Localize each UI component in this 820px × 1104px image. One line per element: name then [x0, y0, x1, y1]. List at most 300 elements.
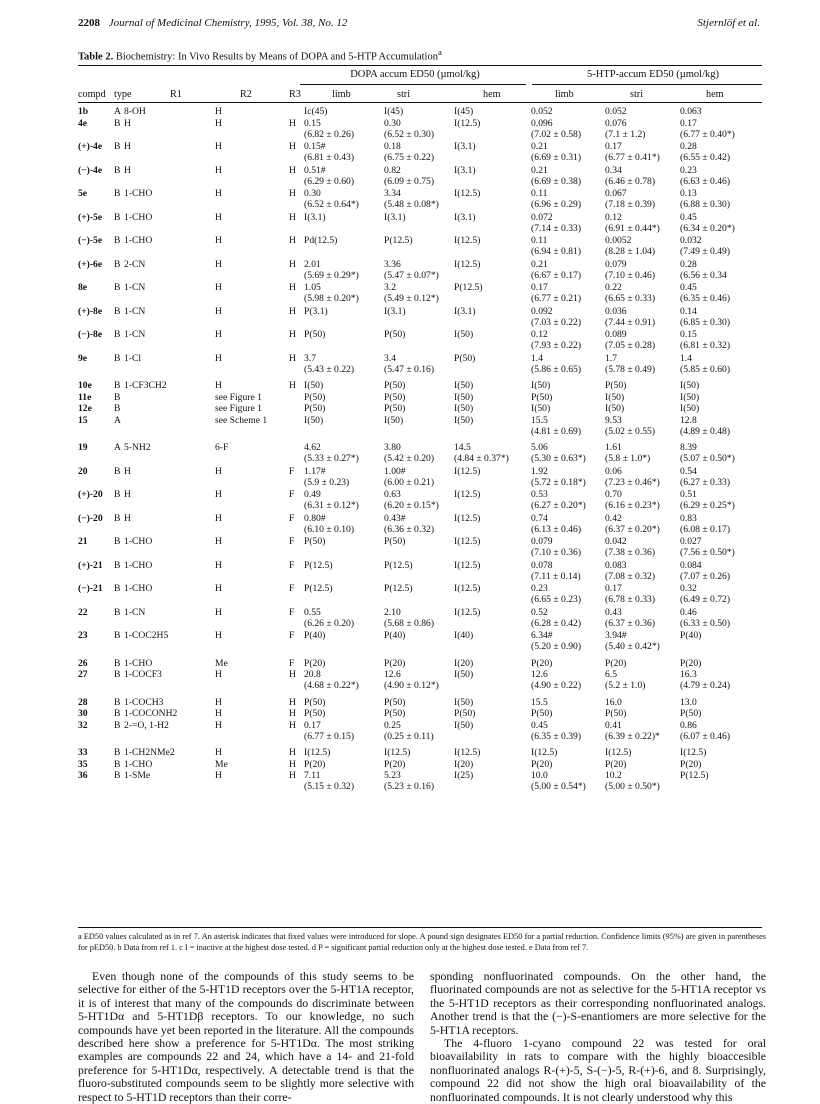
cell-d-hem: I(12.5) [454, 536, 481, 547]
table-row [0, 719, 820, 742]
body-paragraph: Even though none of the compounds of this study seems to be selective for either of the 5-HT1D receptors over the 5-HT1A receptor, it is of interest that many of the compounds do discriminate between 5-HT1Dα and 5-HT1Dβ receptors. To our knowledge, no such compounds have yet been reported in the literature. All the compounds described here show a preference for 5-HT1Dα. The most striking examples are compounds 22 and 24, which have a 14- and 21-fold preference for 5-HT1Dα, respectively. A detectable trend is that the fluoro-substituted compounds seem to be slightly more selective with respect to 5-HT1D receptors than their corre- [78, 969, 414, 1104]
cell-type: B [114, 758, 121, 770]
cell-confidence-h-hem: (6.27 ± 0.33) [680, 476, 731, 488]
cell-confidence-h-stri: (5.00 ± 0.50*) [605, 781, 660, 792]
cell-d-limb: 4.62 [304, 442, 321, 453]
cell-d-stri: P(12.5) [384, 559, 413, 571]
cell-d-hem: I(12.5) [454, 559, 481, 571]
cell-d-limb: 2.01 [304, 258, 321, 270]
cell-type: B [114, 708, 121, 719]
cell-confidence-h-hem: (5.07 ± 0.50*) [680, 453, 735, 464]
cell-h-hem: I(50) [680, 391, 700, 403]
cell-h-hem: 0.83 [680, 512, 697, 524]
cell-d-hem: I(12.5) [454, 606, 481, 618]
cell-d-stri: P(50) [384, 380, 406, 391]
cell-h-stri: 0.70 [605, 489, 622, 500]
table-row [0, 442, 820, 464]
cell-d-limb: I(50) [304, 414, 324, 426]
cell-r3: H [289, 770, 296, 781]
cell-d-hem: I(12.5) [454, 512, 481, 524]
cell-h-stri: P(20) [605, 657, 627, 669]
cell-r2: H [215, 669, 222, 680]
cell-r1: 1-COC2H5 [124, 630, 169, 641]
cell-confidence-h-stri: (8.28 ± 1.04) [605, 246, 656, 257]
cell-confidence-h-stri: (7.10 ± 0.46) [605, 269, 656, 281]
cell-h-stri: 0.083 [605, 559, 627, 571]
cell-h-limb: 0.53 [531, 489, 548, 500]
cell-r2: H [215, 630, 222, 641]
table-row [0, 583, 820, 605]
cell-type: B [114, 329, 121, 340]
cell-d-limb: P(50) [304, 391, 326, 403]
cell-r3: H [289, 352, 296, 364]
cell-r2: H [215, 747, 222, 758]
cell-r3: H [289, 758, 296, 770]
table-bottom-rule [78, 927, 762, 928]
cell-d-limb: 0.51# [304, 164, 326, 176]
cell-d-hem: 14.5 [454, 442, 471, 453]
cell-compd: 19 [78, 442, 88, 453]
col-header-htp-stri: stri [630, 89, 644, 100]
cell-d-stri: P(20) [384, 657, 406, 669]
cell-type: B [114, 141, 121, 152]
table-row [0, 489, 820, 511]
cell-d-stri: 1.00# [384, 465, 406, 477]
cell-r2: H [215, 708, 222, 719]
cell-h-limb: 0.11 [531, 188, 548, 199]
cell-compd: 30 [78, 708, 88, 719]
cell-r2: Me [215, 657, 228, 669]
cell-h-stri: 0.22 [605, 282, 622, 293]
cell-compd: 21 [78, 536, 88, 547]
cell-r1: 8-OH [124, 106, 146, 117]
cell-r2: H [215, 770, 222, 781]
cell-d-hem: I(50) [454, 329, 474, 340]
cell-r1: 1-CHO [124, 583, 153, 594]
cell-type: B [114, 211, 121, 223]
cell-confidence-d-limb: (6.82 ± 0.26) [304, 128, 355, 140]
cell-h-stri: P(50) [605, 380, 627, 391]
cell-type: B [114, 235, 121, 246]
cell-type: B [114, 657, 121, 669]
cell-h-stri: 10.2 [605, 770, 622, 781]
htp-group-header: 5-HTP-accum ED50 (µmol/kg) [586, 69, 720, 80]
cell-confidence-d-stri: (6.75 ± 0.22) [384, 152, 435, 163]
cell-d-hem: I(45) [454, 106, 474, 117]
cell-confidence-h-stri: (6.46 ± 0.78) [605, 175, 656, 187]
col-header-r3: R3 [289, 89, 301, 100]
cell-d-stri: 0.30 [384, 117, 401, 129]
cell-r3: H [289, 164, 296, 176]
table-row [0, 282, 820, 304]
cell-confidence-d-stri: (6.09 ± 0.75) [384, 175, 435, 187]
cell-type: B [114, 696, 121, 708]
cell-type: B [114, 719, 121, 731]
cell-h-limb: 0.74 [531, 512, 548, 524]
cell-type: B [114, 164, 121, 176]
cell-r1: H [124, 117, 131, 129]
cell-r3: H [289, 282, 296, 293]
cell-h-hem: 0.28 [680, 141, 697, 152]
cell-h-limb: P(50) [531, 391, 553, 403]
cell-r2: H [215, 211, 222, 223]
cell-r1: 1-CF3CH2 [124, 380, 167, 391]
cell-r3: H [289, 747, 296, 758]
cell-d-hem: I(25) [454, 770, 474, 781]
cell-r2: H [215, 235, 222, 246]
cell-r2: H [215, 536, 222, 547]
col-header-r2: R2 [240, 89, 252, 100]
cell-h-stri: 0.076 [605, 117, 627, 129]
cell-h-stri: 0.12 [605, 211, 622, 223]
cell-h-limb: 12.6 [531, 669, 548, 680]
cell-r2: H [215, 719, 222, 731]
cell-r1: H [124, 465, 131, 477]
cell-h-hem: 0.46 [680, 606, 697, 618]
cell-r2: H [215, 282, 222, 293]
cell-h-stri: 0.17 [605, 583, 622, 594]
cell-d-stri: 0.43# [384, 512, 406, 524]
cell-confidence-h-hem: (7.49 ± 0.49) [680, 246, 731, 257]
cell-compd: 20 [78, 465, 88, 477]
cell-r1: 1-CN [124, 305, 146, 317]
cell-d-stri: 0.82 [384, 164, 401, 176]
cell-confidence-d-limb: (4.68 ± 0.22*) [304, 680, 359, 691]
cell-h-stri: I(50) [605, 403, 625, 414]
cell-h-limb: 1.4 [531, 352, 543, 364]
cell-r2: H [215, 465, 222, 477]
cell-confidence-h-hem: (6.35 ± 0.46) [680, 293, 731, 304]
cell-d-limb: 1.17# [304, 465, 326, 477]
cell-r3: F [289, 657, 295, 669]
cell-d-limb: 0.15 [304, 117, 321, 129]
cell-type: B [114, 606, 121, 618]
body-paragraph: sponding nonfluorinated compounds. On the other hand, the fluorinated compounds are not as selective for the 5-HT1A receptor vs the 5-HT1D receptors as their corresponding nonfluorinated analogs. Another trend is that the (−)-S-enantiomers are more selective for the 5-HT1A receptors. [430, 969, 766, 1037]
cell-confidence-h-hem: (4.79 ± 0.24) [680, 680, 731, 691]
cell-compd: (+)-5e [78, 211, 103, 223]
cell-compd: 15 [78, 414, 88, 426]
cell-compd: (+)-20 [78, 489, 103, 500]
table-row [0, 630, 820, 652]
cell-h-stri: 0.042 [605, 536, 627, 547]
cell-confidence-h-stri: (5.78 ± 0.49) [605, 363, 656, 375]
cell-confidence-h-limb: (6.35 ± 0.39) [531, 730, 582, 742]
cell-confidence-h-stri: (6.37 ± 0.20*) [605, 523, 660, 535]
cell-confidence-h-hem: (6.88 ± 0.30) [680, 199, 731, 210]
cell-h-hem: 0.45 [680, 211, 697, 223]
cell-confidence-h-limb: (7.93 ± 0.22) [531, 340, 582, 351]
cell-h-stri: 0.41 [605, 719, 622, 731]
cell-compd: 1b [78, 106, 89, 117]
cell-r2: H [215, 164, 222, 176]
cell-d-limb: 7.11 [304, 770, 321, 781]
cell-r2: H [215, 352, 222, 364]
cell-confidence-d-limb: (5.69 ± 0.29*) [304, 269, 359, 281]
cell-confidence-h-stri: (6.39 ± 0.22)* [605, 730, 660, 742]
cell-d-stri: P(40) [384, 630, 406, 641]
cell-h-stri: 0.43 [605, 606, 622, 618]
cell-h-hem: 0.084 [680, 559, 702, 571]
cell-confidence-d-limb: (6.77 ± 0.15) [304, 730, 355, 742]
cell-r1: 1-CHO [124, 211, 153, 223]
cell-r2: H [215, 512, 222, 524]
table-row [0, 465, 820, 488]
col-header-dopa-limb: limb [332, 89, 351, 100]
cell-r2: H [215, 188, 222, 199]
cell-d-hem: I(50) [454, 669, 474, 680]
cell-d-limb: 0.80# [304, 512, 326, 524]
cell-r2: Me [215, 758, 228, 770]
cell-confidence-h-hem: (6.08 ± 0.17) [680, 523, 731, 535]
cell-d-hem: I(50) [454, 380, 474, 391]
cell-h-limb: 0.21 [531, 164, 548, 176]
cell-d-stri: I(3.1) [384, 211, 406, 223]
cell-h-stri: P(50) [605, 708, 627, 719]
cell-d-stri: 3.36 [384, 258, 401, 270]
cell-compd: 36 [78, 770, 88, 781]
col-header-dopa-stri: stri [397, 89, 411, 100]
cell-h-stri: 0.036 [605, 305, 627, 317]
cell-compd: (+)-8e [78, 305, 103, 317]
cell-h-limb: P(50) [531, 708, 553, 719]
cell-type: A [114, 442, 121, 453]
cell-h-hem: 0.23 [680, 164, 697, 176]
cell-r1: H [124, 512, 131, 524]
cell-r3: F [289, 489, 295, 500]
cell-h-hem: 0.15 [680, 329, 697, 340]
cell-confidence-d-hem: (4.84 ± 0.37*) [454, 453, 509, 464]
table-caption [78, 47, 768, 63]
cell-r3: F [289, 559, 295, 571]
body-left-column [78, 970, 414, 1104]
cell-d-hem: I(50) [454, 391, 474, 403]
cell-confidence-d-limb: (5.33 ± 0.27*) [304, 453, 359, 464]
cell-r1: H [124, 164, 131, 176]
cell-d-limb: 1.05 [304, 282, 321, 293]
cell-confidence-h-stri: (7.23 ± 0.46*) [605, 476, 660, 488]
cell-d-limb: 0.17 [304, 719, 321, 731]
cell-h-stri: 0.052 [605, 106, 627, 117]
cell-compd: (+)-21 [78, 559, 103, 571]
table-row [0, 211, 820, 234]
cell-confidence-d-limb: (5.43 ± 0.22) [304, 363, 355, 375]
cell-d-hem: I(12.5) [454, 117, 481, 129]
cell-confidence-h-stri: (7.08 ± 0.32) [605, 570, 656, 582]
cell-d-stri: 3.80 [384, 442, 401, 453]
cell-type: B [114, 747, 121, 758]
cell-confidence-h-hem: (6.29 ± 0.25*) [680, 500, 735, 511]
cell-d-stri: P(50) [384, 391, 406, 403]
cell-h-hem: 0.063 [680, 106, 702, 117]
cell-type: B [114, 380, 121, 391]
cell-r1: 1-CHO [124, 235, 153, 246]
cell-compd: (+)-4e [78, 141, 103, 152]
cell-confidence-h-stri: (6.91 ± 0.44*) [605, 222, 660, 234]
cell-d-limb: Ic(45) [304, 106, 328, 117]
cell-d-limb: P(40) [304, 630, 326, 641]
cell-d-stri: P(50) [384, 708, 406, 719]
cell-confidence-h-stri: (7.44 ± 0.91) [605, 316, 656, 328]
cell-compd: (−)-8e [78, 329, 103, 340]
cell-h-hem: 1.4 [680, 352, 692, 364]
cell-d-hem: I(50) [454, 696, 474, 708]
cell-h-hem: P(12.5) [680, 770, 709, 781]
cell-r3: H [289, 141, 296, 152]
cell-r3: F [289, 465, 295, 477]
cell-confidence-h-stri: (6.78 ± 0.33) [605, 594, 656, 605]
cell-d-limb: 0.49 [304, 489, 321, 500]
cell-h-hem: P(40) [680, 630, 702, 641]
cell-r1: 1-CN [124, 282, 146, 293]
cell-h-stri: 6.5 [605, 669, 617, 680]
cell-h-stri: 9.53 [605, 414, 622, 426]
cell-confidence-d-limb: (5.15 ± 0.32) [304, 781, 355, 792]
cell-d-hem: I(3.1) [454, 141, 476, 152]
cell-h-stri: 0.17 [605, 141, 622, 152]
cell-r2: H [215, 606, 222, 618]
cell-d-stri: 0.63 [384, 489, 401, 500]
cell-h-hem: 0.51 [680, 489, 697, 500]
cell-d-hem: I(20) [454, 657, 474, 669]
cell-r1: 1-CHO [124, 559, 153, 571]
table-row [0, 329, 820, 351]
cell-r2: H [215, 258, 222, 270]
cell-confidence-h-hem: (5.85 ± 0.60) [680, 363, 731, 375]
cell-d-hem: I(3.1) [454, 211, 476, 223]
cell-confidence-d-stri: (5.68 ± 0.86) [384, 617, 435, 629]
cell-confidence-h-limb: (7.03 ± 0.22) [531, 316, 582, 328]
cell-r2: H [215, 559, 222, 571]
cell-confidence-h-limb: (6.27 ± 0.20*) [531, 500, 586, 511]
cell-compd: 4e [78, 117, 88, 129]
cell-confidence-h-hem: (4.89 ± 0.48) [680, 425, 731, 437]
cell-h-limb: 0.52 [531, 606, 548, 618]
cell-h-limb: P(20) [531, 657, 553, 669]
cell-r1: 5-NH2 [124, 442, 151, 453]
cell-compd: 9e [78, 352, 88, 364]
table-title: Biochemistry: In Vivo Results by Means of DOPA and 5-HTP Accumulation [115, 51, 438, 63]
cell-h-stri: P(20) [605, 758, 627, 770]
cell-h-limb: 15.5 [531, 696, 548, 708]
cell-confidence-d-stri: (5.49 ± 0.12*) [384, 293, 439, 304]
cell-confidence-h-stri: (6.37 ± 0.36) [605, 617, 656, 629]
cell-type: A [114, 106, 121, 117]
cell-h-hem: P(20) [680, 657, 702, 669]
cell-h-hem: 0.54 [680, 465, 697, 477]
table-row [0, 414, 820, 437]
cell-compd: 27 [78, 669, 88, 680]
cell-type: B [114, 117, 121, 129]
cell-confidence-d-stri: (5.23 ± 0.16) [384, 781, 435, 792]
cell-d-hem: I(3.1) [454, 305, 476, 317]
cell-h-limb: P(20) [531, 758, 553, 770]
cell-h-limb: 0.096 [531, 117, 553, 129]
cell-h-hem: 0.32 [680, 583, 697, 594]
cell-confidence-d-stri: (5.48 ± 0.08*) [384, 199, 439, 210]
cell-confidence-h-hem: (6.55 ± 0.42) [680, 152, 731, 163]
cell-d-hem: I(12.5) [454, 583, 481, 594]
cell-r3: F [289, 583, 295, 594]
cell-r1: 1-CHO [124, 657, 153, 669]
cell-confidence-h-hem: (6.81 ± 0.32) [680, 340, 731, 351]
cell-d-limb: 20.8 [304, 669, 321, 680]
cell-type: B [114, 489, 121, 500]
cell-h-limb: 0.21 [531, 258, 548, 270]
cell-confidence-h-limb: (7.14 ± 0.33) [531, 222, 582, 234]
cell-d-stri: P(12.5) [384, 583, 413, 594]
table-row [0, 141, 820, 163]
cell-d-hem: I(20) [454, 758, 474, 770]
cell-r1: 1-CN [124, 606, 146, 618]
cell-r1: 1-Cl [124, 352, 142, 364]
cell-h-stri: 0.34 [605, 164, 622, 176]
cell-r3: H [289, 669, 296, 680]
cell-r1: H [124, 489, 131, 500]
cell-h-limb: 0.17 [531, 282, 548, 293]
cell-r2: see Figure 1 [215, 391, 262, 403]
cell-type: B [114, 465, 121, 477]
cell-h-limb: 0.052 [531, 106, 553, 117]
cell-h-stri: 0.089 [605, 329, 627, 340]
cell-type: B [114, 188, 121, 199]
cell-r1: 2-CN [124, 258, 146, 270]
col-header-r1: R1 [170, 89, 182, 100]
table-top-rule [78, 65, 762, 66]
cell-confidence-h-limb: (6.69 ± 0.38) [531, 175, 582, 187]
cell-compd: (−)-21 [78, 583, 103, 594]
cell-confidence-d-stri: (4.90 ± 0.12*) [384, 680, 439, 691]
cell-d-limb: P(20) [304, 758, 326, 770]
cell-confidence-h-limb: (5.20 ± 0.90) [531, 641, 582, 652]
cell-d-hem: I(12.5) [454, 258, 481, 270]
cell-h-hem: I(50) [680, 403, 700, 414]
cell-confidence-h-hem: (7.07 ± 0.26) [680, 570, 731, 582]
table-title-note: a [437, 47, 442, 57]
table-row [0, 770, 820, 792]
cell-r1: 1-COCH3 [124, 696, 164, 708]
cell-r2: H [215, 106, 222, 117]
cell-type: B [114, 669, 121, 680]
cell-h-hem: I(50) [680, 380, 700, 391]
cell-d-stri: P(50) [384, 403, 406, 414]
cell-d-hem: I(12.5) [454, 188, 481, 199]
cell-h-stri: 16.0 [605, 696, 622, 708]
cell-compd: 12e [78, 403, 92, 414]
body-paragraph: The 4-fluoro 1-cyano compound 22 was tested for oral bioavailability in rats to compare with the highly bioaccesible nonfluorinated analogs R-(+)-5, S-(−)-5, R-(+)-6, and 8. Surprisingly, compound 22 did not show the high oral bioavailability of the nonfluorinated compounds. It is not clearly understood why this [430, 1036, 766, 1104]
cell-type: B [114, 559, 121, 571]
cell-d-hem: I(12.5) [454, 235, 481, 246]
cell-d-limb: P(12.5) [304, 583, 333, 594]
cell-h-hem: 0.45 [680, 282, 697, 293]
cell-type: B [114, 391, 121, 403]
cell-h-stri: I(50) [605, 391, 625, 403]
cell-compd: 11e [78, 391, 92, 403]
cell-compd: 32 [78, 719, 88, 731]
cell-compd: 23 [78, 630, 88, 641]
cell-confidence-h-hem: (6.34 ± 0.20*) [680, 222, 735, 234]
cell-confidence-h-hem: (6.07 ± 0.46) [680, 730, 731, 742]
cell-confidence-h-stri: (5.2 ± 1.0) [605, 680, 646, 691]
cell-r1: 2-=O, 1-H2 [124, 719, 169, 731]
cell-confidence-h-hem: (6.49 ± 0.72) [680, 594, 731, 605]
table-row [0, 559, 820, 582]
cell-h-limb: 6.34# [531, 630, 553, 641]
cell-d-stri: I(45) [384, 106, 404, 117]
cell-confidence-h-limb: (7.10 ± 0.36) [531, 547, 582, 558]
cell-d-hem: I(40) [454, 630, 474, 641]
cell-type: B [114, 512, 121, 524]
cell-h-hem: 0.17 [680, 117, 697, 129]
